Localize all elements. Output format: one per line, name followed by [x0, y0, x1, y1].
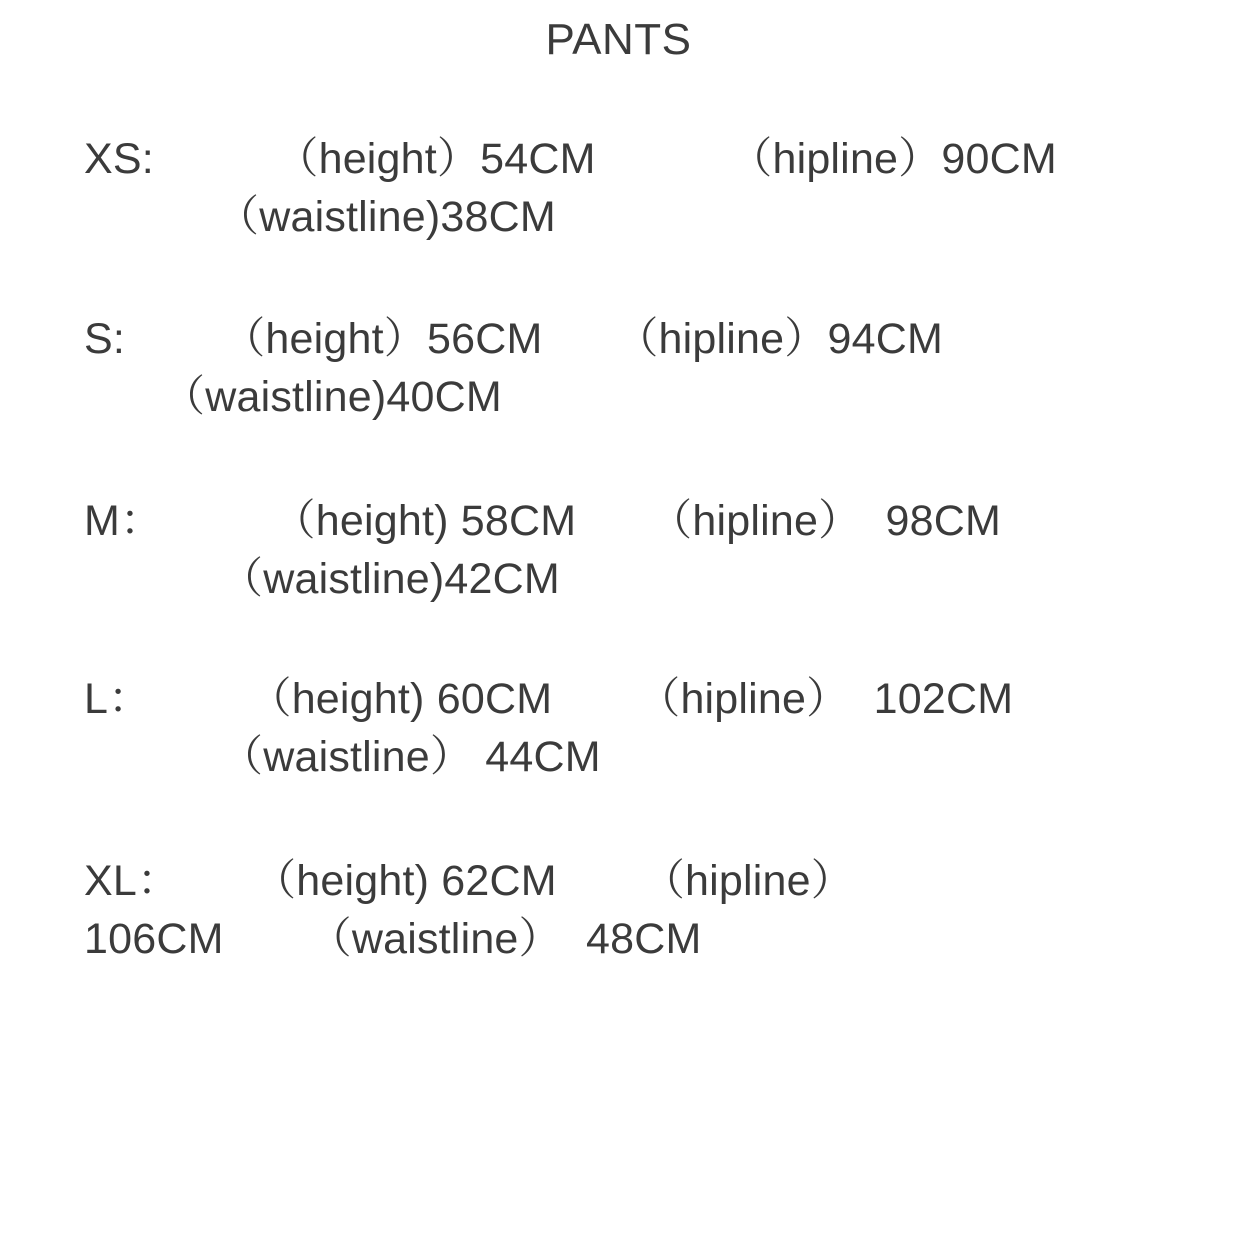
size-row-m: [0, 492, 1237, 608]
size-row-m-line1: M： （height) 58CM （hipline） 98CM: [84, 497, 1002, 546]
size-row-xl-line2: 106CM （waistline） 48CM: [84, 915, 702, 964]
size-row-m-line2: （waistline)42CM: [220, 555, 560, 604]
size-row-xs-line1: XS: （height）54CM （hipline）90CM: [84, 135, 1057, 183]
size-row-l-line2: （waistline） 44CM: [220, 733, 601, 782]
page-title: PANTS: [545, 15, 692, 64]
size-row-xl-line1: XL： （height) 62CM （hipline）: [84, 857, 854, 906]
size-row-s-line1: S: （height）56CM （hipline）94CM: [84, 315, 943, 364]
size-row-xs: [0, 130, 1237, 246]
size-row-list: [0, 130, 1237, 968]
size-row-l-line1: L： （height) 60CM （hipline） 102CM: [84, 675, 1014, 724]
size-row-s: [0, 310, 1237, 426]
size-row-xs-line2: （waistline)38CM: [216, 193, 556, 242]
size-row-xl: [0, 852, 1237, 968]
size-row-s-line2: （waistline)40CM: [162, 373, 502, 422]
size-row-l: [0, 670, 1237, 786]
